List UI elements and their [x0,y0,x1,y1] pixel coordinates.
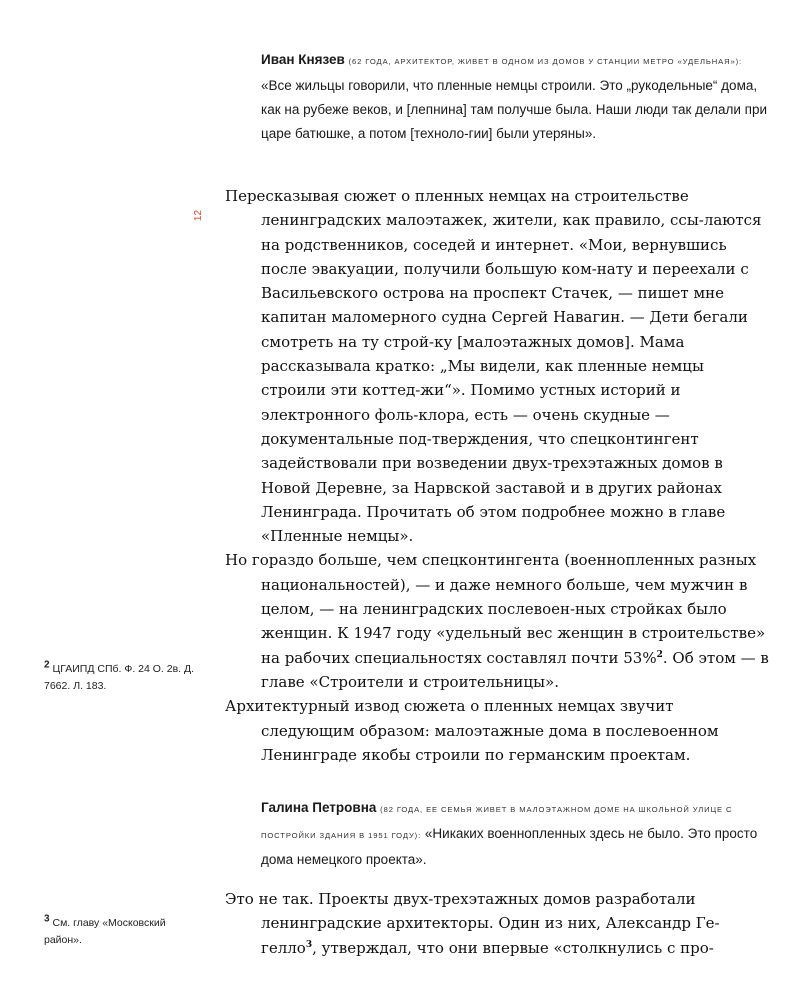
footnote-ref-2[interactable]: 2 [656,649,663,660]
quote-speaker-meta: (82 ГОДА, ЕЕ СЕМЬЯ ЖИВЕТ В МАЛОЭТАЖНОМ ДОМЕ НА ШКОЛЬНОЙ УЛИЦЕ С ПОСТРОЙКИ ЗДАНИЯ В 1951 ГОДУ): [261,805,733,840]
footnote-text: См. главу «Московский район». [44,917,166,946]
quote-speaker: Иван Князев [261,52,345,67]
main-text-block-1 [225,184,770,767]
paragraph: Но гораздо больше, чем спецконтингента (военнопленных разных национальностей), — и даже немного больше, чем мужчин в целом, — на ленинградских послевоен-ных стройках было женщин. К 1947 году «удельный вес женщин в строительстве» на рабочих специальностях составлял почти 53%$^2$. Об этом — в главе «Строители и строительницы». [225,551,769,691]
interview-quote-petrovna [261,796,771,872]
quote-text: «Все жильцы говорили, что пленные немцы строили. Это „рукодельные“ дома, как на рубеже веков, и [лепнина] там получше была. Наши люди так делали при царе батюшке, а потом [техноло-гии] были утеряны». [261,78,767,141]
quote-text: «Никаких военнопленных здесь не было. Это просто дома немецкого проекта». [261,826,758,867]
footnote-text: ЦГАИПД СПб. Ф. 24 О. 2в. Д. 7662. Л. 183. [44,663,195,692]
footnote-ref-3[interactable]: 3 [305,939,313,950]
footnote-2 [44,661,204,695]
footnote-number: 2 [44,659,50,671]
main-text-block-2 [225,887,770,960]
footnote-number: 3 [44,913,50,925]
quote-speaker-meta: (62 ГОДА, АРХИТЕКТОР, ЖИВЕТ В ОДНОМ ИЗ ДОМОВ У СТАНЦИИ МЕТРО «УДЕЛЬНАЯ»): [348,57,743,66]
paragraph: Пересказывая сюжет о пленных немцах на строительстве ленинградских малоэтажек, жители, как правило, ссы-лаются на родственников, соседей и интернет. «Мои, вернувшись после эвакуации, получили большую ком-нату и переехали с Васильевского острова на проспект Стачек, — пишет мне капитан маломерного судна Сергей Навагин. — Дети бегали смотреть на ту строй-ку [малоэтажных домов]. Мама рассказывала кратко: „Мы видели, как пленные немцы строили эти коттед-жи“». Помимо устных историй и электронного фоль-клора, есть — очень скудные — документальные под-тверждения, что спецконтингент задействовали при возведении двух-трехэтажных домов в Новой Деревне, за Нарвской заставой и в других районах Ленинграда. Прочитать об этом подробнее можно в главе «Пленные немцы». [225,187,762,546]
quote-speaker: Галина Петровна [261,800,377,815]
footnote-3 [44,915,204,949]
paragraph: Архитектурный извод сюжета о пленных немцах звучит следующим образом: малоэтажные дома в послевоенном Ленинграде якобы строили по германским проектам. [225,697,719,764]
interview-quote-knyazev [261,48,771,146]
page-number: 12 [193,209,205,222]
paragraph: Это не так. Проекты двух-трехэтажных домов разработали ленинградские архитекторы. Один из них, Александр Ге-гелло$^3$, утверждал, что они впервые «столкнулись с про- [225,890,720,957]
